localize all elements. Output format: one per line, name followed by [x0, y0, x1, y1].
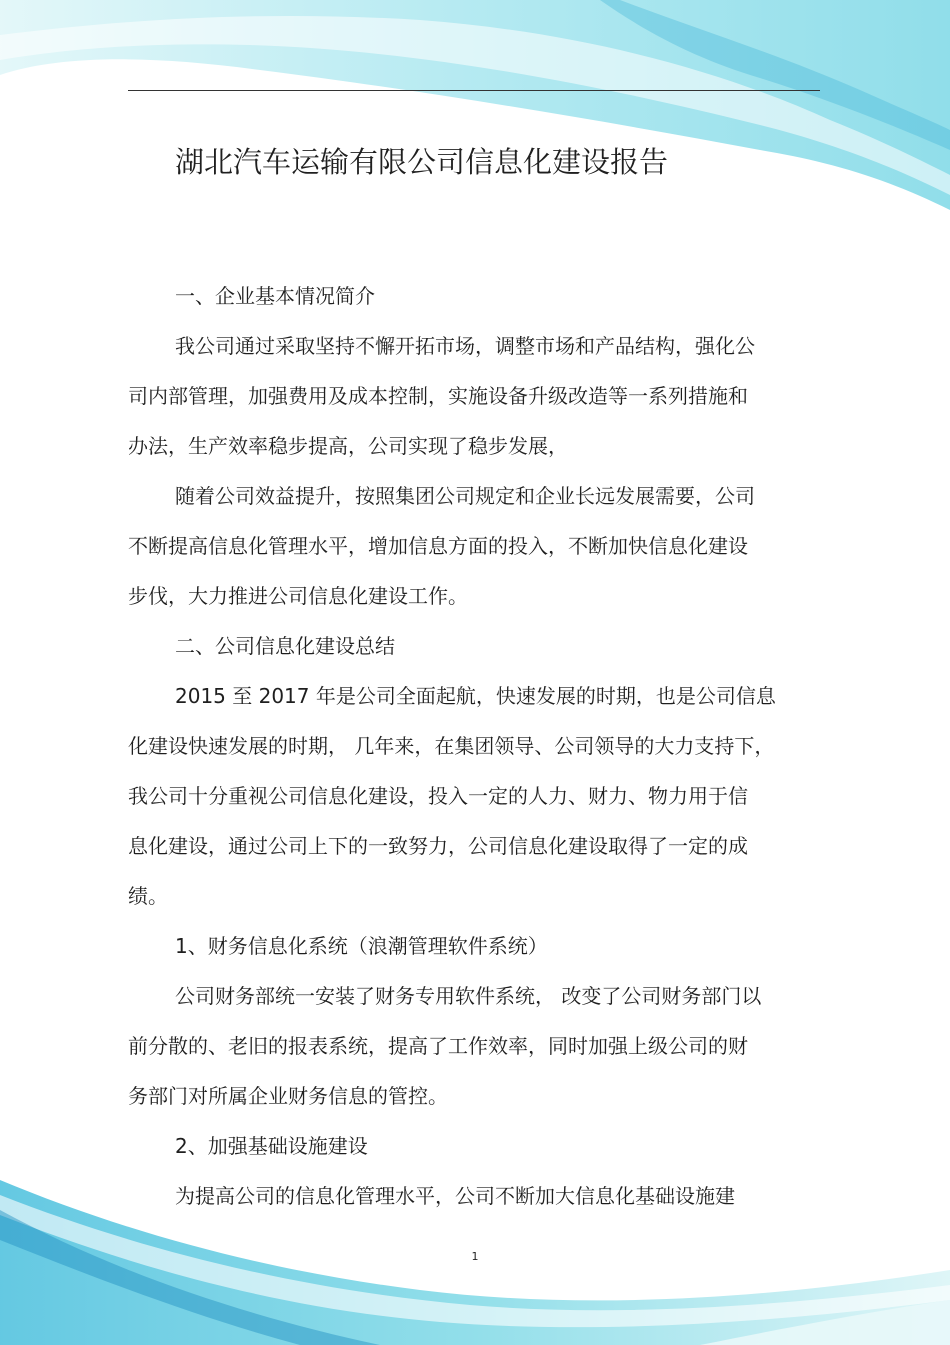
paragraph-line: 息化建设，通过公司上下的一致努力，公司信息化建设取得了一定的成 — [128, 834, 748, 858]
section-heading: 一、企业基本情况简介 — [175, 284, 375, 308]
subsection-heading: 1、财务信息化系统（浪潮管理软件系统） — [175, 934, 548, 958]
paragraph-line: 前分散的、老旧的报表系统，提高了工作效率，同时加强上级公司的财 — [128, 1034, 748, 1058]
page-number: 1 — [471, 1250, 479, 1263]
paragraph-line: 为提高公司的信息化管理水平，公司不断加大信息化基础设施建 — [175, 1184, 735, 1208]
subsection-heading: 2、加强基础设施建设 — [175, 1134, 368, 1158]
section-heading: 二、公司信息化建设总结 — [175, 634, 395, 658]
header-rule — [128, 90, 820, 91]
paragraph-line: 2015 至 2017 年是公司全面起航，快速发展的时期，也是公司信息 — [175, 684, 776, 708]
document-title: 湖北汽车运输有限公司信息化建设报告 — [175, 145, 669, 179]
paragraph-line: 办法，生产效率稳步提高，公司实现了稳步发展， — [128, 434, 568, 458]
paragraph-line: 公司财务部统一安装了财务专用软件系统， 改变了公司财务部门以 — [175, 984, 762, 1008]
paragraph-line: 绩。 — [128, 884, 168, 908]
paragraph-line: 步伐，大力推进公司信息化建设工作。 — [128, 584, 468, 608]
paragraph-line: 司内部管理，加强费用及成本控制，实施设备升级改造等一系列措施和 — [128, 384, 748, 408]
paragraph-line: 务部门对所属企业财务信息的管控。 — [128, 1084, 448, 1108]
paragraph-line: 我公司十分重视公司信息化建设，投入一定的人力、财力、物力用于信 — [128, 784, 748, 808]
paragraph-line: 不断提高信息化管理水平，增加信息方面的投入，不断加快信息化建设 — [128, 534, 748, 558]
paragraph-line: 我公司通过采取坚持不懈开拓市场，调整市场和产品结构，强化公 — [175, 334, 755, 358]
paragraph-line: 随着公司效益提升，按照集团公司规定和企业长远发展需要，公司 — [175, 484, 755, 508]
paragraph-line: 化建设快速发展的时期， 几年来，在集团领导、公司领导的大力支持下， — [128, 734, 775, 758]
